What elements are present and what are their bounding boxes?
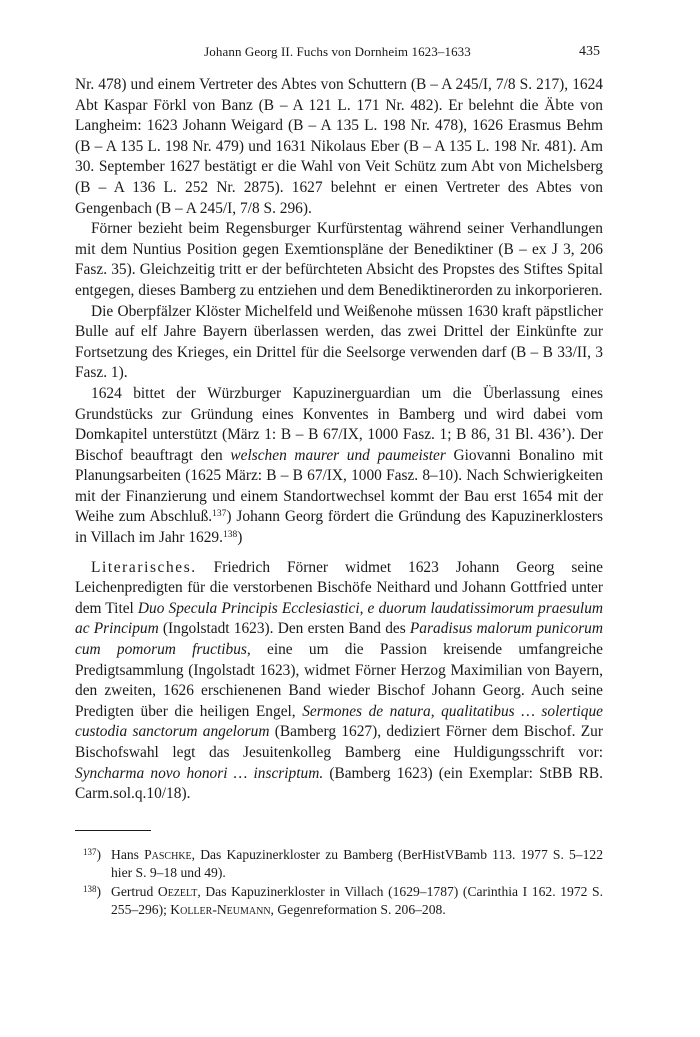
paragraph-1: Nr. 478) und einem Vertreter des Abtes von Schuttern (B – A 245/I, 7/8 S. 217), 1624 Abt Kaspar Förkl von Banz (B – A 121 L. 171 Nr. 482). Er belehnt die Äbte von Langheim: 1623 Johann Weigard (B – A 135 L. 198 Nr. 478), 1626 Erasmus Behm (B – A 135 L. 198 Nr. 479) und 1631 Nikolaus Eber (B – A 135 L. 198 Nr. 481). Am 30. September 1627 bestätigt er die Wahl von Veit Schütz zum Abt von Michelsberg (B – A 136 L. 252 Nr. 2875). 1627 belehnt er einen Vertreter des Abtes von Gengenbach (B – A 245/I, 7/8 S. 296).	[75, 76, 603, 217]
footnote-ref-137[interactable]: 137	[212, 509, 227, 520]
paragraph-4-text-4: )	[237, 529, 243, 547]
paragraph-2: Förner bezieht beim Regensburger Kurfürstentag während seiner Verhandlungen mit dem Nuntius Position gegen Exemtionspläne der Benediktiner (B – ex J 3, 206 Fasz. 35). Gleichzeitig tritt er der befürchteten Absicht des Propstes des Stiftes Spital entgegen, dieses Bamberg zu entziehen und dem Benediktinerorden zu inkorporieren.	[75, 220, 603, 299]
footnote-author-last: Oezelt	[157, 884, 198, 900]
footnote-text-2: , Gegenreformation S. 206–208.	[270, 901, 446, 917]
footnote-number: $^{138}$)	[83, 884, 102, 900]
page-number: 435	[579, 44, 600, 59]
literarisches-text-1: Friedrich Förner widmet 1623 Johann Georg seine Leichenpredigten für die verstorbenen Bischöfe Neithard und Johann Gottfried unter dem Titel	[75, 558, 603, 617]
title-paradisus: Paradisus malorum punicorum cum pomorum fructibus	[75, 620, 603, 659]
paragraph-4	[75, 384, 603, 549]
running-title: Johann Georg II. Fuchs von Dornheim 1623–1633	[204, 44, 471, 59]
literarisches-text-5: (Bamberg 1623) (ein Exemplar: StBB RB. Carm.sol.q.10/18).	[75, 764, 604, 803]
paragraph-literarisches	[75, 558, 603, 805]
footnote-divider	[75, 830, 151, 831]
title-duo-specula: Duo Specula Principis Ecclesiastici, e duorum laudatissimorum praesulum ac Principum	[75, 599, 603, 638]
footnotes	[75, 846, 603, 920]
paragraph-3: Die Oberpfälzer Klöster Michelfeld und Weißenohe müssen 1630 kraft päpstlicher Bulle auf elf Jahre Bayern überlassen werden, das zwei Drittel der Einkünfte zur Fortsetzung des Krieges, ein Drittel für die Seelsorge verwenden darf (B – B 33/II, 3 Fasz. 1).	[75, 302, 603, 382]
literarisches-text-3: , eine um die Passion kreisende umfangreiche Predigtsammlung (Ingolstadt 1623), widmet Förner Herzog Maximilian von Bayern, den zweiten, 1626 erschienenen Band wieder Bischof Johann Georg. Auch seine Predigten über die heiligen Engel,	[75, 641, 603, 720]
literarisches-text-2: (Ingolstadt 1623). Den ersten Band des	[158, 620, 410, 638]
title-syncharma: Syncharma novo honori … inscriptum.	[75, 764, 324, 782]
body-text	[75, 75, 603, 805]
section-heading-literarisches: Literarisches.	[91, 558, 197, 576]
title-sermones: Sermones de natura, qualitatibus … solertique custodia sanctorum angelorum	[75, 702, 603, 741]
literarisches-text-4: (Bamberg 1627), dediziert Förner dem Bischof. Zur Bischofswahl legt das Jesuitenkolleg Bamberg eine Huldigungsschrift vor:	[75, 723, 603, 761]
italic-quote: welschen maurer und paumeister	[230, 446, 446, 464]
footnote-ref-138[interactable]: 138	[222, 530, 238, 541]
footnote-author-2: Koller-Neumann	[170, 901, 271, 917]
footnote-text: , Das Kapuzinerkloster zu Bamberg (BerHistVBamb 113. 1977 S. 5–122 hier S. 9–18 und 49).	[111, 847, 603, 880]
paragraph-4-text-3: ) Johann Georg fördert die Gründung des Kapuzinerklosters in Villach im Jahr 1629.	[75, 508, 603, 547]
footnote-number: $^{137}$)	[83, 847, 102, 862]
footnote-138	[75, 883, 603, 918]
paragraph-4-text-2: Giovanni Bonalino mit Planungsarbeiten (1625 März: B – B 67/IX, 1000 Fasz. 8–10). Nach Schwierigkeiten mit der Finanzierung und einem Standortwechsel kommt der Bau erst 1654 mit der Weihe zum Abschluß.	[75, 446, 603, 526]
footnote-author-first: Gertrud	[111, 884, 158, 900]
footnote-author-first: Hans	[111, 847, 145, 862]
footnote-137	[75, 846, 603, 881]
footnote-author-last: Paschke	[144, 847, 192, 862]
paragraph-4-text-1: 1624 bittet der Würzburger Kapuzinerguardian um die Überlassung eines Grundstücks zur Gründung eines Konventes in Bamberg und wird dabei vom Domkapitel unterstützt (März 1: B – B 67/IX, 1000 Fasz. 1; B 86, 31 Bl. 436’). Der Bischof beauftragt den	[75, 384, 603, 464]
footnote-text: , Das Kapuzinerkloster in Villach (1629–1787) (Carinthia I 162. 1972 S. 255–296);	[111, 884, 603, 917]
